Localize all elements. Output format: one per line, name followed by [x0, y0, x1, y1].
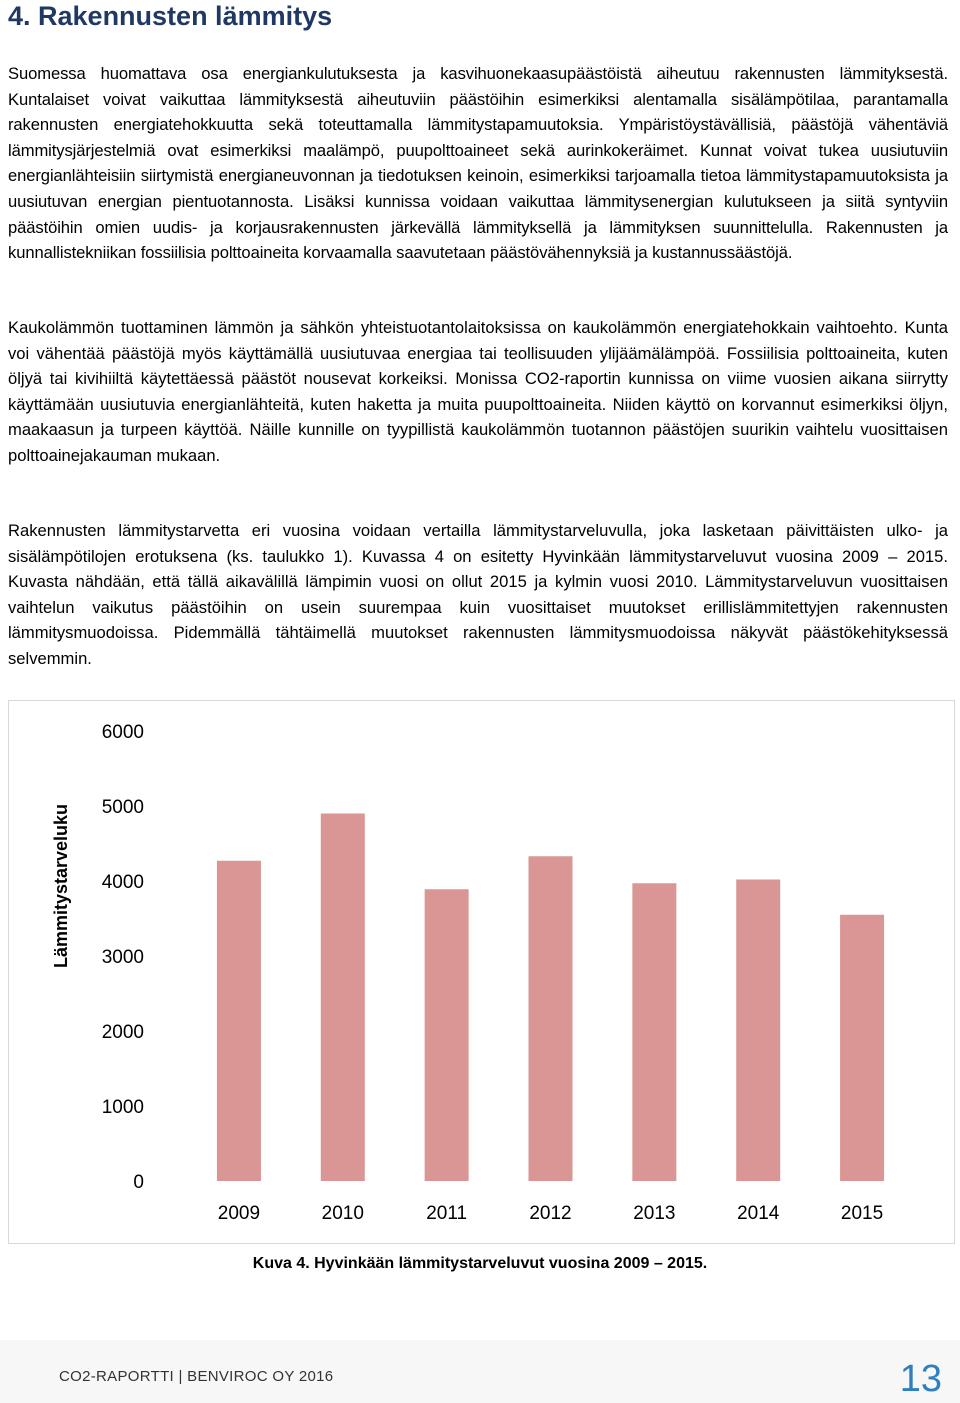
x-tick-label: 2013 [633, 1203, 676, 1224]
heating-degree-chart [9, 701, 956, 1245]
paragraph-district-heating: Kaukolämmön tuottaminen lämmön ja sähkön yhteistuotantolaitoksissa on kaukolämmön energiatehokkain vaihtoehto. Kunta voi vähentää päästöjä myös käyttämällä uusiutuvaa energiaa tai teollisuuden ylijäämälämpöä. Fossiilisia polttoaineita, kuten öljyä tai kivihiiltä käytettäessä päästöt nousevat korkeiksi. Monissa CO2-raportin kunnissa on viime vuosien aikana siirrytty käyttämään uusiutuvia energianlähteitä, kuten haketta ja muita puupolttoaineita. Niiden käyttö on korvannut esimerkiksi öljyn, maakaasun ja turpeen käyttöä. Näille kunnille on tyypillistä kaukolämmön tuotannon päästöjen suurikin vaihtelu vuosittaisen polttoainejakauman mukaan. [8, 318, 948, 465]
figure-caption: Kuva 4. Hyvinkään lämmitystarveluvut vuosina 2009 – 2015. [252, 1255, 708, 1272]
y-tick-label: 0 [133, 1172, 144, 1193]
chart-container [8, 700, 955, 1244]
bar-2015 [840, 915, 884, 1181]
bar-2014 [736, 880, 780, 1182]
x-tick-label: 2009 [217, 1203, 261, 1224]
y-tick-label: 6000 [101, 722, 144, 743]
bar-2009 [217, 861, 261, 1181]
paragraph-heating-degree-days: Rakennusten lämmitystarvetta eri vuosina voidaan vertailla lämmitystarveluvulla, joka lasketaan päivittäisten ulko- ja sisälämpötilojen erotuksena (ks. taulukko 1). Kuvassa 4 on esitetty Hyvinkään lämmitystarveluvut vuosina 2009 – 2015. Kuvasta nähdään, että tällä aikavälillä lämpimin vuosi on ollut 2015 ja kylmin vuosi 2010. Lämmitystarveluvun vuosittaisen vaihtelun vaikutus päästöihin on usein suurempaa kuin vuosittaiset muutokset erillislämmitettyjen rakennusten lämmitysmuodoissa. Pidemmällä tähtäimellä muutokset rakennusten lämmitysmuodoissa näkyvät päästökehityksessä selvemmin. [8, 521, 948, 668]
section-heading: 4. Rakennusten lämmitys [8, 1, 333, 31]
y-tick-label: 3000 [101, 947, 144, 968]
x-tick-label: 2015 [840, 1203, 884, 1224]
footer-text: CO2-RAPORTTI | BENVIROC OY 2016 [59, 1368, 334, 1385]
x-tick-label: 2011 [426, 1203, 468, 1224]
bar-2012 [529, 856, 573, 1181]
page-number: 13 [899, 1358, 942, 1400]
y-tick-label: 4000 [101, 872, 144, 893]
x-tick-label: 2010 [321, 1203, 364, 1224]
bar-2010 [321, 814, 365, 1182]
bar-2013 [632, 883, 676, 1181]
y-tick-label: 1000 [101, 1097, 144, 1118]
paragraph-intro: Suomessa huomattava osa energiankulutuksesta ja kasvihuonekaasupäästöistä aiheutuu rakennusten lämmityksestä. Kuntalaiset voivat vaikuttaa lämmityksestä aiheutuviin päästöihin esimerkiksi alentamalla sisälämpötilaa, parantamalla rakennusten energiatehokkuutta sekä toteuttamalla lämmitystapamuutoksia. Ympäristöystävällisiä, päästöjä vähentäviä lämmitysjärjestelmiä ovat esimerkiksi maalämpö, puupolttoaineet sekä aurinkokeräimet. Kunnat voivat tukea uusiutuviin energianlähteisiin siirtymistä energianeuvonnan ja tiedotuksen keinoin, esimerkiksi tarjoamalla tietoa lämmitystapamuutoksista ja uusiutuvan energian pientuotannosta. Lisäksi kunnissa voidaan vaikuttaa lämmitysenergian kulutukseen ja siitä syntyviin päästöihin omien uudis- ja korjausrakennusten järkevällä lämmityksellä ja lämmityksen suunnittelulla. Rakennusten ja kunnallistekniikan fossiilisia polttoaineita korvaamalla saavutetaan päästövähennyksiä ja kustannussäästöjä. [8, 64, 948, 263]
y-tick-label: 2000 [101, 1022, 144, 1043]
bar-2011 [425, 889, 469, 1181]
x-tick-label: 2014 [737, 1203, 780, 1224]
x-tick-label: 2012 [529, 1203, 572, 1224]
y-axis-label: Lämmitystarveluku [51, 803, 71, 969]
y-tick-label: 5000 [101, 797, 144, 818]
